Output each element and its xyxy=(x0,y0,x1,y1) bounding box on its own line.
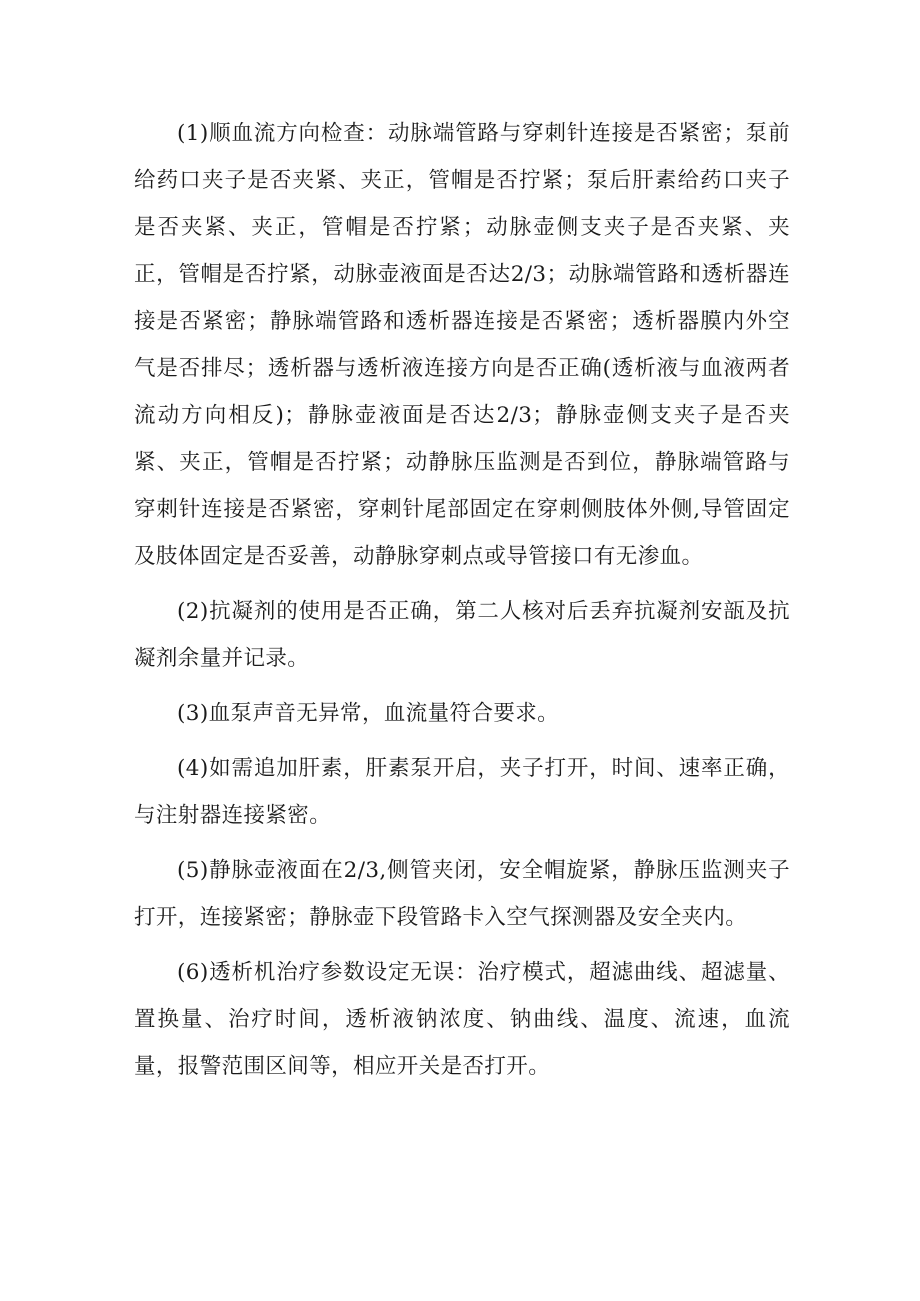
document-body xyxy=(134,110,790,1098)
paragraph-5-venous-chamber: (5)静脉壶液面在2/3,侧管夹闭，安全帽旋紧，静脉压监测夹子打开，连接紧密；静脉壶下段管路卡入空气探测器及安全夹内。 xyxy=(134,858,790,930)
paragraph-2-anticoagulant: (2)抗凝剂的使用是否正确，第二人核对后丢弃抗凝剂安瓿及抗凝剂余量并记录。 xyxy=(134,599,790,671)
paragraph-3-blood-pump: (3)血泵声音无异常，血流量符合要求。 xyxy=(177,701,560,726)
paragraph-6-machine-parameters: (6)透析机治疗参数设定无误：治疗模式，超滤曲线、超滤量、置换量、治疗时间，透析液钠浓度、钠曲线、温度、流速，血流量，报警范围区间等，相应开关是否打开。 xyxy=(134,960,790,1079)
paragraph-1-circuit-check: (1)顺血流方向检查：动脉端管路与穿刺针连接是否紧密；泵前给药口夹子是否夹紧、夹正，管帽是否拧紧；泵后肝素给药口夹子是否夹紧、夹正，管帽是否拧紧；动脉壶侧支夹子是否夹紧、夹正，管帽是否拧紧，动脉壶液面是否达2/3；动脉端管路和透析器连接是否紧密；静脉端管路和透析器连接是否紧密；透析器膜内外空气是否排尽；透析器与透析液连接方向是否正确(透析液与血液两者流动方向相反)；静脉壶液面是否达2/3；静脉壶侧支夹子是否夹紧、夹正，管帽是否拧紧；动静脉压监测是否到位，静脉端管路与穿刺针连接是否紧密，穿刺针尾部固定在穿刺侧肢体外侧,导管固定及肢体固定是否妥善，动静脉穿刺点或导管接口有无渗血。 xyxy=(134,121,790,569)
paragraph-4-heparin: (4)如需追加肝素，肝素泵开启，夹子打开，时间、速率正确，与注射器连接紧密。 xyxy=(134,756,790,828)
